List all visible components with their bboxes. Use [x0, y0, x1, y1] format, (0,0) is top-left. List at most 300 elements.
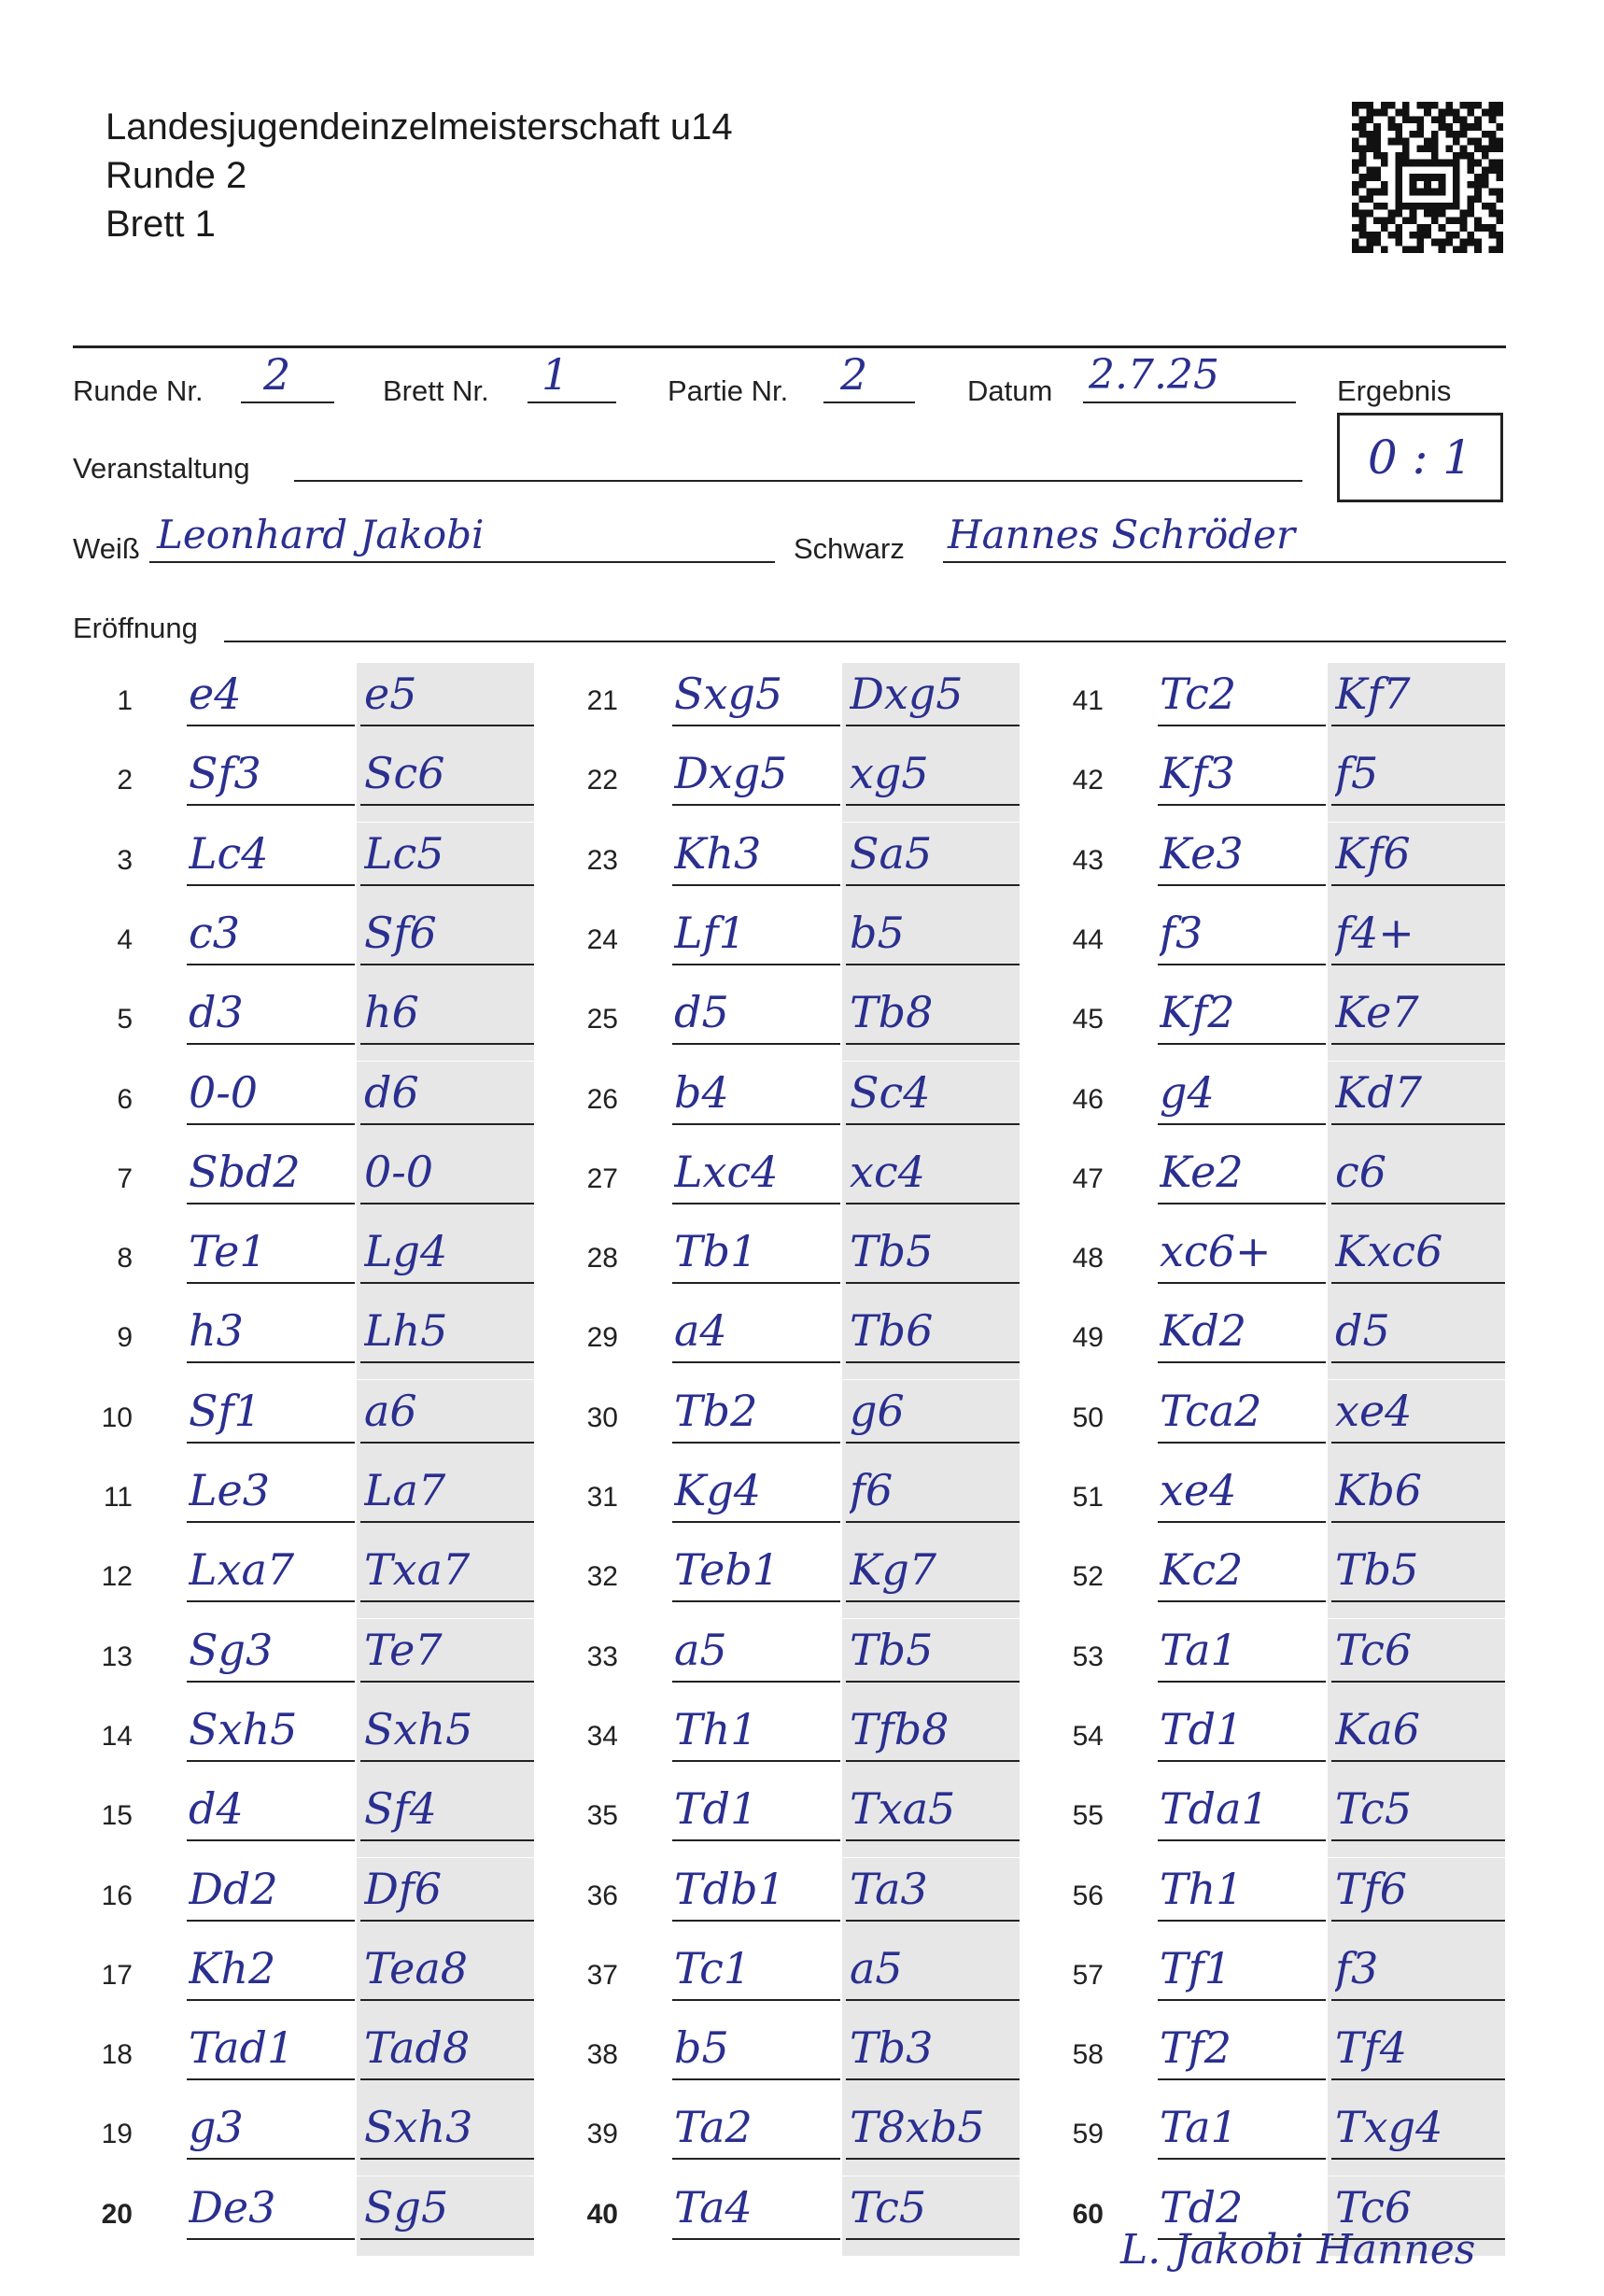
white-move[interactable]: Ta4 — [674, 2181, 753, 2233]
move-number: 12 — [101, 1561, 133, 1593]
black-move[interactable]: h6 — [364, 987, 419, 1038]
move-number: 27 — [586, 1162, 618, 1194]
white-move[interactable]: Sxh5 — [189, 1703, 298, 1754]
white-move[interactable]: Tca2 — [1160, 1385, 1262, 1436]
white-move-line — [187, 1521, 355, 1523]
white-move[interactable]: Sxg5 — [674, 669, 783, 719]
move-number: 18 — [101, 2039, 133, 2071]
white-move-line — [187, 725, 355, 726]
white-move[interactable]: Tb1 — [674, 1226, 758, 1277]
move-number: 28 — [586, 1243, 618, 1275]
white-move-line — [187, 1361, 355, 1363]
white-move[interactable]: Tf1 — [1160, 1942, 1231, 1993]
move-number: 59 — [1072, 2119, 1104, 2150]
white-move[interactable]: Tda1 — [1160, 1783, 1269, 1835]
move-number: 32 — [586, 1561, 618, 1593]
brett-line — [528, 401, 616, 403]
move-number: 5 — [117, 1004, 133, 1035]
weiss-value[interactable]: Leonhard Jakobi — [157, 512, 485, 557]
black-move-line — [360, 1442, 534, 1444]
white-move-line — [187, 2078, 355, 2080]
move-number: 23 — [586, 844, 618, 876]
move-row — [1020, 1380, 1505, 1459]
move-row — [1020, 1539, 1505, 1618]
black-move[interactable]: Sg5 — [364, 2181, 449, 2233]
black-move-line — [360, 2238, 534, 2240]
black-move-line — [360, 1600, 534, 1602]
header-title — [106, 103, 733, 248]
move-row — [534, 2017, 1020, 2096]
white-move[interactable]: Tad1 — [189, 2022, 295, 2074]
black-move[interactable]: Tea8 — [364, 1942, 469, 1993]
black-move[interactable]: Kg7 — [850, 1544, 937, 1596]
black-move[interactable]: Ke7 — [1335, 987, 1419, 1038]
black-move[interactable]: Kxc6 — [1335, 1226, 1443, 1277]
white-move[interactable]: Td1 — [1160, 1703, 1244, 1754]
black-move-line — [1331, 1203, 1505, 1204]
black-move-line — [1331, 1521, 1505, 1523]
black-move-line — [360, 2078, 534, 2080]
black-move-line — [1331, 964, 1505, 965]
partie-value[interactable]: 2 — [840, 349, 868, 400]
black-move[interactable]: La7 — [364, 1465, 446, 1515]
move-number: 30 — [586, 1402, 618, 1433]
black-move-line — [846, 964, 1020, 965]
move-row — [534, 1937, 1020, 2017]
move-number: 41 — [1072, 685, 1104, 716]
black-move[interactable]: f4+ — [1335, 907, 1414, 958]
black-move-line — [846, 2078, 1020, 2080]
move-number: 42 — [1072, 765, 1104, 796]
white-move[interactable]: a4 — [674, 1305, 727, 1357]
black-move-line — [1331, 1681, 1505, 1683]
white-move[interactable]: Kf2 — [1160, 987, 1235, 1038]
white-move[interactable]: Kg4 — [674, 1465, 762, 1515]
white-move-line — [672, 1521, 840, 1523]
move-number: 38 — [586, 2039, 618, 2071]
black-move[interactable]: Sc4 — [850, 1066, 931, 1118]
black-move[interactable]: Tf6 — [1335, 1863, 1407, 1914]
white-move[interactable]: Tc1 — [674, 1942, 752, 1993]
white-move[interactable]: e4 — [189, 669, 242, 719]
move-row — [534, 1778, 1020, 1857]
move-number: 48 — [1072, 1243, 1104, 1275]
move-number: 46 — [1072, 1083, 1104, 1115]
partie-label: Partie Nr. — [668, 374, 789, 407]
white-move-line — [1158, 1203, 1326, 1204]
veranstaltung-line[interactable] — [294, 480, 1302, 482]
white-move-line — [1158, 1442, 1326, 1444]
black-move-line — [846, 1361, 1020, 1363]
black-move-line — [360, 1839, 534, 1841]
black-move[interactable]: xc4 — [850, 1146, 925, 1197]
black-move[interactable]: xe4 — [1335, 1385, 1413, 1436]
move-number: 8 — [117, 1243, 133, 1275]
black-move[interactable]: Sxh5 — [364, 1703, 473, 1754]
black-move[interactable]: Sc6 — [364, 748, 445, 799]
white-move[interactable]: Th1 — [674, 1703, 758, 1754]
move-number: 53 — [1072, 1641, 1104, 1672]
white-move[interactable]: Td2 — [1160, 2181, 1244, 2233]
move-row — [49, 1062, 534, 1141]
white-move-line — [1158, 1043, 1326, 1045]
black-move-line — [846, 804, 1020, 806]
black-move[interactable]: Sxh3 — [364, 2102, 473, 2153]
move-row — [1020, 1698, 1505, 1778]
black-move[interactable]: Tb8 — [850, 987, 934, 1038]
move-row — [1020, 1937, 1505, 2017]
white-move-line — [187, 1999, 355, 2001]
move-row — [1020, 1062, 1505, 1141]
title-line-1: Landesjugendeinzelmeisterschaft u14 — [106, 106, 733, 148]
white-move-line — [187, 1920, 355, 1922]
black-move[interactable]: Tfb8 — [850, 1703, 950, 1754]
white-move-line — [672, 2158, 840, 2160]
move-row — [1020, 1220, 1505, 1300]
move-row — [49, 1858, 534, 1937]
black-move[interactable]: f6 — [850, 1465, 893, 1515]
white-move-line — [672, 1361, 840, 1363]
black-move[interactable]: Tc5 — [850, 2181, 927, 2233]
move-row — [534, 1459, 1020, 1539]
move-row — [1020, 1778, 1505, 1857]
black-move[interactable]: f3 — [1335, 1942, 1379, 1993]
black-move-line — [1331, 1442, 1505, 1444]
white-move[interactable]: Ke2 — [1160, 1146, 1244, 1197]
move-number: 58 — [1072, 2039, 1104, 2071]
white-move-line — [1158, 884, 1326, 886]
white-move-line — [672, 1920, 840, 1922]
black-move[interactable]: Ka6 — [1335, 1703, 1421, 1754]
move-number: 1 — [117, 685, 133, 716]
black-move-line — [360, 1203, 534, 1204]
move-number: 56 — [1072, 1880, 1104, 1911]
datum-label: Datum — [967, 374, 1053, 407]
white-move[interactable]: Tdb1 — [674, 1863, 785, 1914]
white-move-line — [1158, 2078, 1326, 2080]
move-row — [49, 981, 534, 1061]
white-move[interactable]: Teb1 — [674, 1544, 781, 1596]
move-row — [534, 902, 1020, 981]
white-move-line — [187, 1681, 355, 1683]
black-move-line — [360, 1920, 534, 1922]
schwarz-line — [943, 561, 1506, 563]
white-move[interactable]: Tc2 — [1160, 669, 1237, 719]
black-move-line — [1331, 1123, 1505, 1125]
white-move-line — [187, 1760, 355, 1762]
black-move[interactable]: Tb6 — [850, 1305, 934, 1357]
black-move[interactable]: Tb3 — [850, 2022, 934, 2074]
move-number: 54 — [1072, 1720, 1104, 1752]
white-move[interactable]: Kf3 — [1160, 748, 1235, 799]
black-move[interactable]: T8xb5 — [850, 2102, 985, 2153]
white-move-line — [1158, 1920, 1326, 1922]
white-move-line — [187, 1839, 355, 1841]
black-move[interactable]: Kf6 — [1335, 827, 1411, 879]
move-number: 9 — [117, 1322, 133, 1354]
white-move[interactable]: Sg3 — [189, 1624, 274, 1675]
black-move-line — [360, 1043, 534, 1045]
move-number: 10 — [101, 1402, 133, 1433]
white-move-line — [672, 1681, 840, 1683]
black-move[interactable]: Kf7 — [1335, 669, 1411, 719]
move-number: 43 — [1072, 844, 1104, 876]
black-move-line — [1331, 1920, 1505, 1922]
white-move[interactable]: g3 — [189, 2102, 244, 2153]
white-move[interactable]: f3 — [1160, 907, 1203, 958]
black-move-line — [360, 1760, 534, 1762]
white-move[interactable]: Tb2 — [674, 1385, 758, 1436]
black-move-line — [846, 1839, 1020, 1841]
move-row — [49, 1459, 534, 1539]
black-move[interactable]: Txg4 — [1335, 2102, 1443, 2153]
black-move-line — [846, 1999, 1020, 2001]
move-number: 35 — [586, 1800, 618, 1832]
move-row — [1020, 823, 1505, 902]
white-move[interactable]: d4 — [189, 1783, 244, 1835]
black-move-line — [846, 1760, 1020, 1762]
white-move-line — [672, 1203, 840, 1204]
white-move[interactable]: Ta2 — [674, 2102, 753, 2153]
move-number: 51 — [1072, 1482, 1104, 1513]
move-row — [534, 1539, 1020, 1618]
black-move[interactable]: Kd7 — [1335, 1066, 1423, 1118]
black-move[interactable]: Tf4 — [1335, 2022, 1407, 2074]
white-move[interactable]: d3 — [189, 987, 244, 1038]
move-number: 20 — [101, 2198, 133, 2230]
move-number: 16 — [101, 1880, 133, 1911]
move-number: 45 — [1072, 1004, 1104, 1035]
move-row — [1020, 2017, 1505, 2096]
move-row — [1020, 1300, 1505, 1379]
black-move[interactable]: Sf6 — [364, 907, 437, 958]
white-move[interactable]: Th1 — [1160, 1863, 1244, 1914]
move-row — [1020, 1858, 1505, 1937]
white-move[interactable]: Sf1 — [189, 1385, 261, 1436]
move-number: 14 — [101, 1720, 133, 1752]
move-number: 40 — [586, 2198, 618, 2230]
black-move-line — [360, 1282, 534, 1284]
white-move-line — [672, 1043, 840, 1045]
black-move-line — [846, 1123, 1020, 1125]
white-move[interactable]: Dd2 — [189, 1863, 278, 1914]
black-move-line — [846, 1203, 1020, 1204]
white-move-line — [1158, 1282, 1326, 1284]
white-move[interactable]: xe4 — [1160, 1465, 1237, 1515]
white-move[interactable]: Lxc4 — [674, 1146, 779, 1197]
move-row — [534, 1619, 1020, 1698]
white-move[interactable]: Ke3 — [1160, 827, 1244, 879]
move-row — [49, 1380, 534, 1459]
black-move[interactable]: xg5 — [850, 748, 929, 799]
move-row — [49, 1220, 534, 1300]
black-move[interactable]: Dxg5 — [850, 669, 964, 719]
black-move-line — [360, 1361, 534, 1363]
white-move[interactable]: c3 — [189, 907, 241, 958]
move-row — [534, 663, 1020, 742]
black-move-line — [360, 1521, 534, 1523]
white-move[interactable]: Sf3 — [189, 748, 261, 799]
black-move[interactable]: Lg4 — [364, 1226, 448, 1277]
white-move[interactable]: h3 — [189, 1305, 244, 1357]
move-number: 26 — [586, 1083, 618, 1115]
black-move[interactable]: Te7 — [364, 1624, 443, 1675]
move-row — [49, 1937, 534, 2017]
white-move-line — [187, 1600, 355, 1602]
black-move[interactable]: Tc5 — [1335, 1783, 1413, 1835]
move-row — [49, 2096, 534, 2176]
black-move[interactable]: Txa5 — [850, 1783, 956, 1835]
black-move-line — [1331, 1361, 1505, 1363]
white-move-line — [672, 1760, 840, 1762]
white-move[interactable]: Tf2 — [1160, 2022, 1231, 2074]
black-move[interactable]: Ta3 — [850, 1863, 928, 1914]
black-move[interactable]: Lc5 — [364, 827, 444, 879]
black-move[interactable]: Tb5 — [850, 1624, 934, 1675]
ergebnis-box[interactable]: 0 : 1 — [1337, 413, 1503, 502]
move-row — [49, 1539, 534, 1618]
white-move[interactable]: Ta1 — [1160, 2102, 1238, 2153]
white-move-line — [1158, 1999, 1326, 2001]
black-move[interactable]: a6 — [364, 1385, 417, 1436]
black-move[interactable]: d6 — [364, 1066, 419, 1118]
black-move-line — [1331, 1999, 1505, 2001]
black-move-line — [1331, 1600, 1505, 1602]
white-move[interactable]: Dxg5 — [674, 748, 788, 799]
move-row — [534, 2176, 1020, 2256]
partie-line — [823, 401, 915, 403]
white-move[interactable]: b5 — [674, 2022, 729, 2074]
header-divider — [73, 345, 1506, 348]
white-move[interactable]: b4 — [674, 1066, 729, 1118]
black-move[interactable]: Kb6 — [1335, 1465, 1423, 1515]
black-move[interactable]: f5 — [1335, 748, 1379, 799]
eroeffnung-line[interactable] — [224, 641, 1506, 642]
white-move-line — [672, 1442, 840, 1444]
move-number: 25 — [586, 1004, 618, 1035]
black-move[interactable]: Tb5 — [850, 1226, 934, 1277]
white-move[interactable]: g4 — [1160, 1066, 1215, 1118]
white-move[interactable]: xc6+ — [1160, 1226, 1272, 1277]
white-move-line — [672, 1999, 840, 2001]
move-number: 6 — [117, 1083, 133, 1115]
move-row — [1020, 663, 1505, 742]
black-move[interactable]: 0-0 — [364, 1146, 434, 1197]
white-move-line — [672, 884, 840, 886]
white-move[interactable]: Lf1 — [674, 907, 746, 958]
white-move[interactable]: Kh2 — [189, 1942, 276, 1993]
move-row — [1020, 902, 1505, 981]
black-move[interactable]: Txa7 — [364, 1544, 471, 1596]
move-number: 22 — [586, 765, 618, 796]
white-move[interactable]: d5 — [674, 987, 729, 1038]
move-row — [534, 1698, 1020, 1778]
black-move[interactable]: Tad8 — [364, 2022, 471, 2074]
eroeffnung-label: Eröffnung — [73, 612, 198, 644]
white-move[interactable]: Lxa7 — [189, 1544, 295, 1596]
white-move[interactable]: 0-0 — [189, 1066, 259, 1118]
white-move-line — [672, 2078, 840, 2080]
move-row — [534, 981, 1020, 1061]
black-move-line — [846, 1681, 1020, 1683]
black-move[interactable]: Lh5 — [364, 1305, 448, 1357]
white-move[interactable]: Sbd2 — [189, 1146, 301, 1197]
white-move[interactable]: Td1 — [674, 1783, 758, 1835]
move-row — [534, 1220, 1020, 1300]
white-move[interactable]: Kh3 — [674, 827, 762, 879]
black-move[interactable]: e5 — [364, 669, 417, 719]
move-row — [534, 1380, 1020, 1459]
white-move-line — [672, 964, 840, 965]
white-move-line — [187, 1043, 355, 1045]
move-number: 13 — [101, 1641, 133, 1672]
black-move[interactable]: d5 — [1335, 1305, 1390, 1357]
black-move[interactable]: Sa5 — [850, 827, 933, 879]
black-move[interactable]: c6 — [1335, 1146, 1387, 1197]
black-move-line — [846, 2238, 1020, 2240]
move-row — [49, 1141, 534, 1220]
black-move[interactable]: Tc6 — [1335, 1624, 1413, 1675]
runde-label: Runde Nr. — [73, 374, 204, 407]
white-move-line — [1158, 1600, 1326, 1602]
weiss-label: Weiß — [73, 532, 140, 565]
move-number: 47 — [1072, 1162, 1104, 1194]
move-row — [49, 742, 534, 822]
schwarz-value[interactable]: Hannes Schröder — [948, 512, 1296, 557]
black-move[interactable]: Df6 — [364, 1863, 443, 1914]
black-move-line — [846, 1600, 1020, 1602]
white-move-line — [1158, 1123, 1326, 1125]
black-move-line — [360, 1681, 534, 1683]
white-move[interactable]: Kc2 — [1160, 1544, 1244, 1596]
move-row — [534, 1300, 1020, 1379]
move-number: 33 — [586, 1641, 618, 1672]
move-number: 19 — [101, 2119, 133, 2150]
move-number: 17 — [101, 1959, 133, 1991]
black-move[interactable]: Tb5 — [1335, 1544, 1419, 1596]
white-move[interactable]: Ta1 — [1160, 1624, 1238, 1675]
white-move[interactable]: Kd2 — [1160, 1305, 1247, 1357]
black-move-line — [846, 1521, 1020, 1523]
datum-value[interactable]: 2.7.25 — [1089, 351, 1219, 399]
runde-value[interactable]: 2 — [263, 349, 291, 400]
black-move[interactable]: a5 — [850, 1942, 903, 1993]
move-row — [534, 742, 1020, 822]
white-move[interactable]: a5 — [674, 1624, 727, 1675]
white-move-line — [187, 1123, 355, 1125]
move-number: 21 — [586, 685, 618, 716]
white-move[interactable]: De3 — [189, 2181, 276, 2233]
move-number: 34 — [586, 1720, 618, 1752]
white-move-line — [1158, 1521, 1326, 1523]
black-move[interactable]: g6 — [850, 1385, 905, 1436]
move-number: 3 — [117, 844, 133, 876]
white-move[interactable]: Te1 — [189, 1226, 267, 1277]
black-move[interactable]: b5 — [850, 907, 905, 958]
brett-value[interactable]: 1 — [542, 349, 570, 400]
black-move[interactable]: Tc6 — [1335, 2181, 1413, 2233]
white-move[interactable]: Lc4 — [189, 827, 269, 879]
black-move-line — [360, 964, 534, 965]
black-move-line — [1331, 2078, 1505, 2080]
black-move[interactable]: Sf4 — [364, 1783, 437, 1835]
white-move[interactable]: Le3 — [189, 1465, 271, 1515]
move-row — [1020, 2096, 1505, 2176]
black-move-line — [1331, 2158, 1505, 2160]
black-move-line — [1331, 1043, 1505, 1045]
brett-label: Brett Nr. — [383, 374, 489, 407]
black-move-line — [1331, 804, 1505, 806]
